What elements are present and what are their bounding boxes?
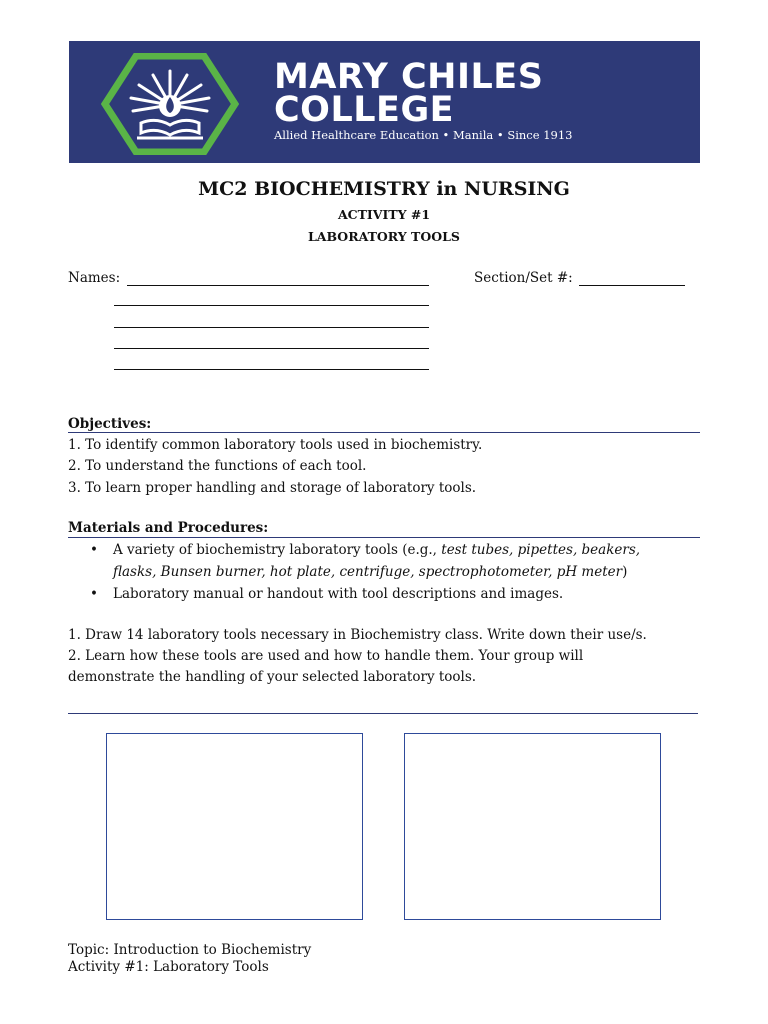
bullet-icon: •: [90, 586, 98, 602]
objective-item: 1. To identify common laboratory tools used in biochemistry.: [68, 437, 483, 453]
material-item-1-cont: flasks, Bunsen burner, hot plate, centrifuge, spectrophotometer, pH meter): [113, 564, 628, 580]
objective-item: 2. To understand the functions of each tool.: [68, 458, 367, 474]
objectives-heading: Objectives:: [68, 416, 152, 432]
material-item-1: A variety of biochemistry laboratory tools (e.g., test tubes, pipettes, beakers,: [113, 542, 641, 558]
names-label: Names:: [68, 270, 121, 286]
objectives-rule: [68, 432, 700, 433]
objective-item: 3. To learn proper handling and storage of laboratory tools.: [68, 480, 477, 496]
course-title: MC2 BIOCHEMISTRY in NURSING: [198, 178, 570, 200]
section-blank[interactable]: [579, 285, 685, 286]
section-label: Section/Set #:: [474, 270, 573, 286]
materials-rule: [68, 537, 700, 538]
college-name: MARY CHILES COLLEGE: [274, 57, 544, 130]
footer-activity: Activity #1: Laboratory Tools: [68, 959, 269, 975]
names-blank-2[interactable]: [114, 305, 429, 306]
procedure-step-2-cont: demonstrate the handling of your selected laboratory tools.: [68, 669, 477, 685]
names-blank-4[interactable]: [114, 348, 429, 349]
college-banner: [69, 41, 700, 163]
drawing-box-1[interactable]: [106, 733, 363, 920]
material-item-2: Laboratory manual or handout with tool descriptions and images.: [113, 586, 564, 602]
drawing-box-2[interactable]: [404, 733, 661, 920]
section-divider: [68, 713, 698, 714]
college-tagline: Allied Healthcare Education • Manila • Since 1913: [274, 128, 573, 142]
college-logo-icon: [101, 53, 239, 155]
procedure-step-1: 1. Draw 14 laboratory tools necessary in Biochemistry class. Write down their use/s.: [68, 627, 647, 643]
names-blank-3[interactable]: [114, 327, 429, 328]
names-blank-1[interactable]: [127, 285, 429, 286]
footer-topic: Topic: Introduction to Biochemistry: [68, 942, 312, 958]
materials-heading: Materials and Procedures:: [68, 520, 269, 536]
activity-title: LABORATORY TOOLS: [308, 229, 460, 244]
names-blank-5[interactable]: [114, 369, 429, 370]
procedure-step-2: 2. Learn how these tools are used and how to handle them. Your group will: [68, 648, 584, 664]
bullet-icon: •: [90, 542, 98, 558]
activity-number: ACTIVITY #1: [337, 207, 431, 222]
